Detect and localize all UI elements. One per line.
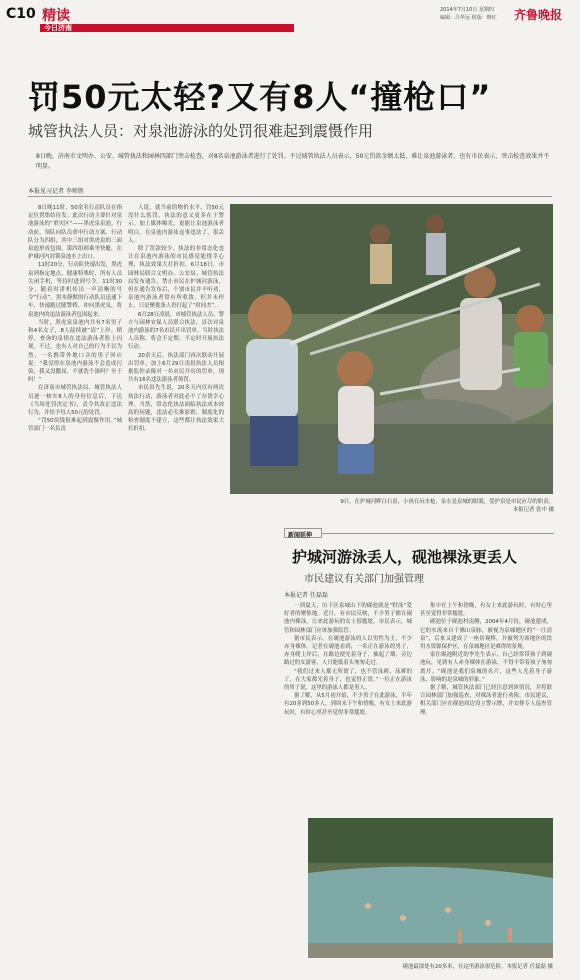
page-number: C10 [6,6,36,22]
photo2-caption: 砚池最深处有20多米，在这里游泳很危险。本报记者 任磊磊 摄 [402,964,553,970]
article2-subheadline: 市民建议有关部门加强管理 [304,574,424,585]
paragraph: 家住砚池附近的李先生表示，自己经常带孩子到砚池玩，见到有人赤身裸体在游泳，不得不带着孩子匆匆离开。“砚池是我们泉城的名片，这些人光着身子游泳，影响的是泉城的形象。” [420,652,552,683]
article-tag: 新闻延伸 [288,532,313,539]
photo-credit: 本报记者 张中 摄 [512,507,554,513]
article2-byline: 本报记者 任磊磊 [284,592,328,599]
paragraph: “我们过来人都无所谓了，也不管泳裤、泳裤的了，在大家都光着身子，也觉得正常。”一位正在游泳的男子说，这里的游泳人都是男人。 [284,668,412,692]
paragraph: 6月28日凌晨，市城管执法人员、警方与园林安保人员联合执法，首次对泉池内游泳的7名市民开出罚单。当时执法人员称，将会不定期、不定时开展执法行动。 [128,311,224,351]
photo-illustration [230,204,553,494]
section-title: 精读 [42,8,70,24]
editor-line: 编辑：吕华远 组版：继红 [440,15,497,21]
news-photo-yanchi-pool [308,818,553,958]
paragraph: 人说，就当前的物价水平，罚50元没什么惩罚，执法的意义更多在于警示。加上媒体曝光，更能让泉池游泳者明白，在泉池内游泳这事违法了，很丢人。 [128,205,224,244]
paragraph: 一到夏天，历下区泉城山下的砚池就是“野泳”爱好者的聚集地。近日，有市民反映，不少男子都在砚池内裸泳，让来此游玩的女士很尴尬。市民表示，城管和园林部门应该加强监管。 [284,603,412,634]
paragraph: 20余天后，执法部门再次联动开展出罚单。加上6月29日凌晨执法人员根据监控录像对一名市民开出的罚单，现共有16名违法游泳者领罚。 [128,352,224,384]
paragraph: 据市民表示，在砚池游泳的人以男性为主，不少赤身裸体。记者在砚池看到，一名正在游泳的男子，赤身爬上岸后，在路边便光着身子，抽起了烟，旁边路过的女游客，人只能低着头匆匆走过。 [284,635,412,667]
paragraph: 在济南市城管执法局、城管执法人员逐一核实8人的身份信息后，下达《当场处罚决定书》，责令其改正违法行为，并给予每人50元的处罚。 [28,385,122,417]
paragraph: 据了解，从5月初开始，不少男子在此游泳，半年有20多到50多人，到周末下午和傍晚，有女士来此游玩时，有时心里甚至觉得非常尴尬。 [284,693,412,716]
article-lead: 8日晚，济南市文明办、公安、城管执法和园林四部门突击检查，对8名泉池游泳者进行了处罚。不过城管执法人员表示，50元罚款金额太低，难让泉池游泳者，也有市民表示，突击检查效果并不明显。 [36,153,550,170]
paragraph: “罚50块钱很难起到震慑作用。”城管部门一名负责 [28,418,122,433]
divider [28,196,552,197]
subsection-title: 今日济南 [44,24,72,32]
paragraph: 市民田先生说，20多天内仅有两次执法行动，游泳者对此必不了存侥幸心理。当然，常态化执法面临执法成本较高的问题，违法必究难原则，制度化的检查制度不建立，这些都让执法效果大打折扣。 [128,385,224,433]
article-subheadline: 城管执法人员：对泉池游泳的处罚很难起到震慑作用 [28,122,374,140]
article2-column-2 [420,602,552,812]
photo-illustration [308,818,553,958]
paragraph: 砚池位于砚池村南侧，2004年4月份，砚池建成，它的水流来自千佛山泉脉，被视为泉城地区的“一汪清泉”，后来又建成了一座景观桥，并被列为该地区的饮用水资源保护区，在泉城地区是难得的景观。 [420,619,552,651]
date-info [440,6,497,22]
article2-headline: 护城河游泳丢人，砚池裸泳更丢人 [292,548,518,566]
article-column-1 [28,204,122,534]
paragraph: 8日晚11时，50余名行动队员在指定位置集结待发。此次行动主要针对泉池游泳的“重灾区”——黑虎泉泉池，行动前，领队向队员重申行动方案，行动队分为四组，其中三组对黑虎泉的三面泉池形成包围，第四组则乘坐快艇，在护城河内封锁泉池水上出口。 [28,205,122,261]
paragraph: 集中在上午和傍晚，有女士来此游玩时，有时心里甚至觉得非常尴尬。 [420,603,552,618]
news-photo-kids-water-guns [230,204,553,494]
page-header [0,0,580,34]
paragraph: 当时，黑虎泉泉池内共有7名男子和4名女子，8人陆续被“请”上岸。稍停，查询的泉情在违法游泳者脸上闪现。不过，也有人对自己的行为不以为然，一名携带外地口音的男子回应说：“我觉得在泉池内游泳不会造成污染，我又没撒尿，不就洗个澡吗？至于吗！” [28,319,122,384]
article2-column-1 [284,602,412,812]
article-column-2 [128,204,224,534]
paragraph: 除了罚款较少，执法的非常态化也让在泉池内游泳的市民感觉能侥幸心理，执法效果大打折扣。6月18日，市园林局联合文明办、公安局、城管执法局发布通告，禁止市民在护城河游泳，但在通告发布后，个别市民并不听劝，泉池内游泳者常有所收敛，但并未停止，只是聚拢条人仍打起了“时间差”。 [128,246,224,310]
section-bar [40,24,294,32]
masthead-logo: 齐鲁晚报 [514,8,563,22]
photo-caption [236,498,554,514]
divider [322,533,554,534]
paragraph: 11时20分，行动队快速出发，黑虎泉到指定地点，健康特殊时，所有人员关闭手机，等待时进到号令。11时30分，随着时讲机传出一声清晰的号令“行动”，黑本静默的行动队员迅速下车，快速跑过随警桥，冲向黑虎泉，将泉池内的违法游泳者包围起来。 [28,262,122,318]
date-line: 2014年7月10日 星期四 [440,7,494,13]
article-headline: 罚50元太轻?又有8人“撞枪口” [28,78,492,116]
caption-text: 9日，在护城河畔白石泉，小孩在玩水枪，泉水是泉城的眼睛，爱护泉是市民应尽的职责。 [340,499,554,505]
article-byline: 本报见习记者 李师胜 [28,188,84,195]
paragraph: 据了解，城管执法部门已经注意到该情况，并将联合园林部门加强巡查，对裸泳者进行劝阻。市民建议，相关部门应在砚池周边设立警示牌，并安排专人巡查管理。 [420,685,552,716]
